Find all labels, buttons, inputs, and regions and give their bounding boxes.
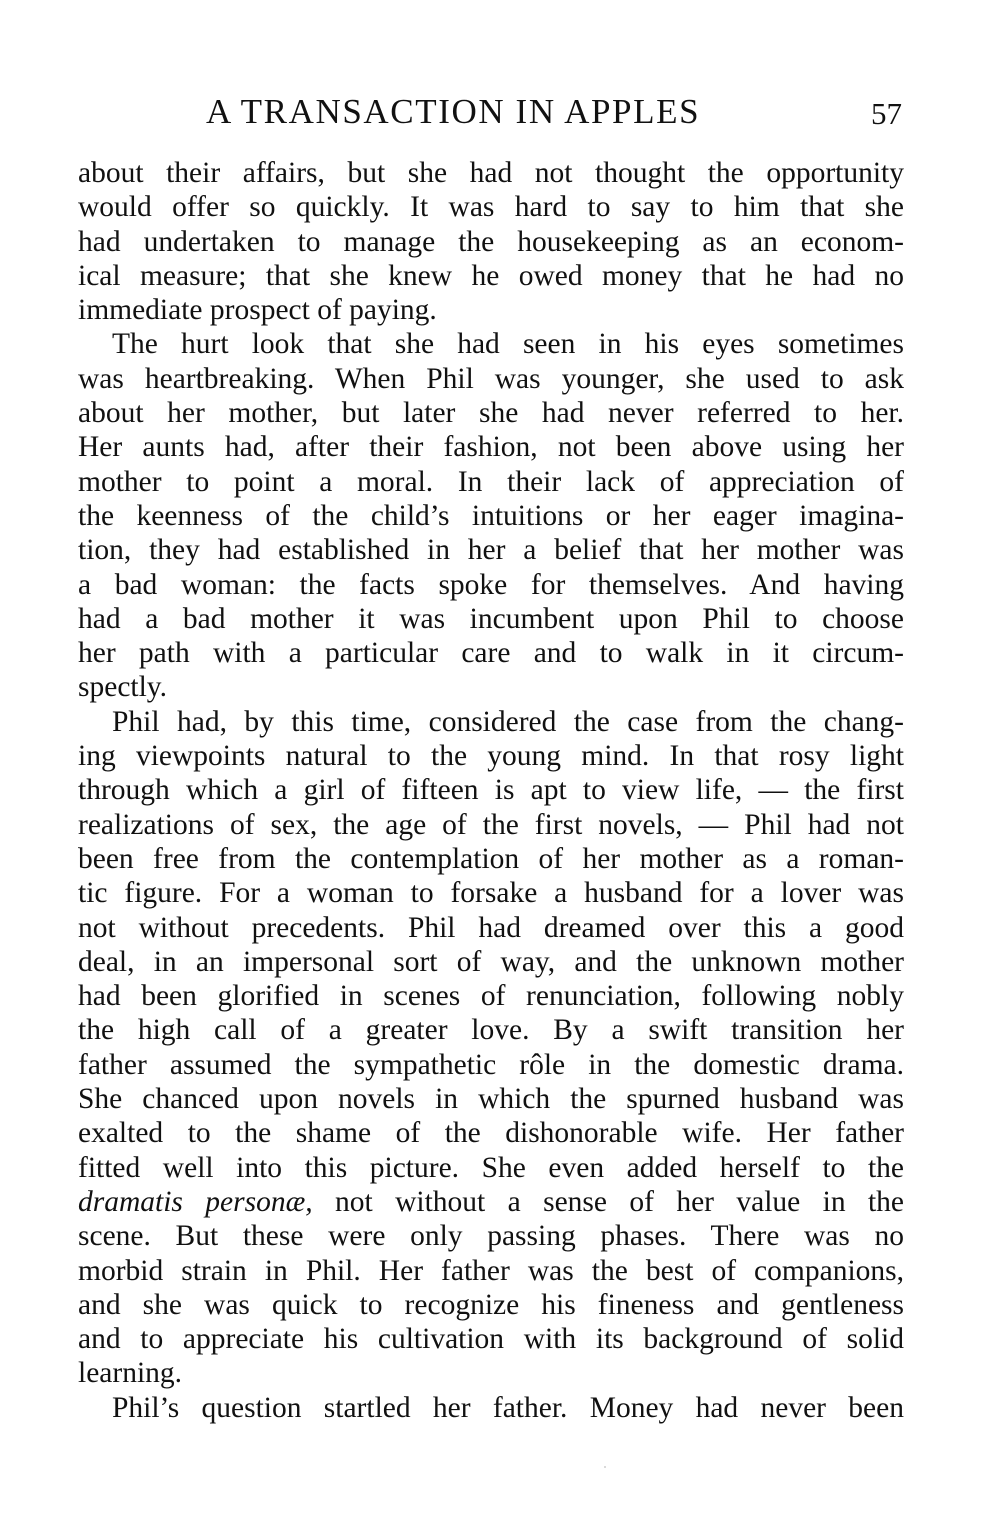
text-line: about their affairs, but she had not thought the opportunity — [78, 157, 904, 189]
text-line: mother to point a moral. In their lack of appreciation of — [78, 465, 904, 498]
text-line: had been glorified in scenes of renunciation, following nobly — [78, 980, 904, 1013]
text-line: would offer so quickly. It was hard to say to him that she — [78, 191, 904, 224]
text-line: her path with a particular care and to walk in it circum- — [78, 637, 904, 670]
paragraph-start-line: The hurt look that she had seen in his eyes sometimes — [112, 328, 904, 361]
text-line: She chanced upon novels in which the spurned husband was — [78, 1083, 904, 1116]
text-line: a bad woman: the facts spoke for themselves. And having — [78, 568, 904, 601]
text-line: been free from the contemplation of her mother as a roman- — [78, 842, 904, 875]
text-line: not without precedents. Phil had dreamed over this a good — [78, 911, 904, 944]
body-text — [78, 156, 904, 1425]
text-line: had a bad mother it was incumbent upon Phil to choose — [78, 602, 904, 635]
text-line: the high call of a greater love. By a swift transition her — [78, 1014, 904, 1047]
text-line: and she was quick to recognize his fineness and gentleness — [78, 1288, 904, 1321]
text-line: fitted well into this picture. She even added herself to the — [78, 1151, 904, 1184]
text-line: scene. But these were only passing phases. There was no — [78, 1220, 904, 1253]
text-line: tic figure. For a woman to forsake a husband for a lover was — [78, 877, 904, 910]
text-line: spectly. — [78, 671, 168, 704]
text-line: father assumed the sympathetic rôle in the domestic drama. — [78, 1048, 904, 1081]
text-line: exalted to the shame of the dishonorable wife. Her father — [78, 1117, 904, 1150]
paragraph-start-line: Phil had, by this time, considered the case from the chang- — [112, 705, 904, 738]
running-title: A TRANSACTION IN APPLES — [206, 92, 701, 131]
italic-phrase: dramatis personæ, — [78, 1185, 313, 1218]
text-line: learning. — [78, 1357, 183, 1390]
text-line-remainder: not without a sense of her value in the — [335, 1185, 904, 1218]
text-line: immediate prospect of paying. — [78, 294, 437, 327]
running-head — [78, 88, 904, 138]
text-line: ing viewpoints natural to the young mind. In that rosy light — [78, 740, 904, 773]
text-line-with-italic — [78, 1185, 904, 1219]
text-line: had undertaken to manage the housekeeping as an econom- — [78, 225, 904, 258]
scan-speck — [604, 1466, 606, 1468]
text-line: was heartbreaking. When Phil was younger, she used to ask — [78, 362, 904, 395]
text-line: deal, in an impersonal sort of way, and the unknown mother — [78, 945, 904, 978]
text-line: realizations of sex, the age of the first novels, — Phil had not — [78, 808, 904, 841]
page-number: 57 — [871, 96, 902, 131]
text-line: through which a girl of fifteen is apt to view life, — the first — [78, 774, 904, 807]
text-line: about her mother, but later she had never referred to her. — [78, 397, 904, 430]
paragraph-start-line: Phil’s question startled her father. Money had never been — [112, 1391, 904, 1424]
text-line: the keenness of the child’s intuitions or her eager imagina- — [78, 499, 904, 532]
text-line: tion, they had established in her a belief that her mother was — [78, 534, 904, 567]
text-line: morbid strain in Phil. Her father was the best of companions, — [78, 1254, 904, 1287]
text-line: ical measure; that she knew he owed money that he had no — [78, 259, 904, 292]
text-line: Her aunts had, after their fashion, not been above using her — [78, 431, 904, 464]
text-line: and to appreciate his cultivation with its background of solid — [78, 1323, 904, 1356]
